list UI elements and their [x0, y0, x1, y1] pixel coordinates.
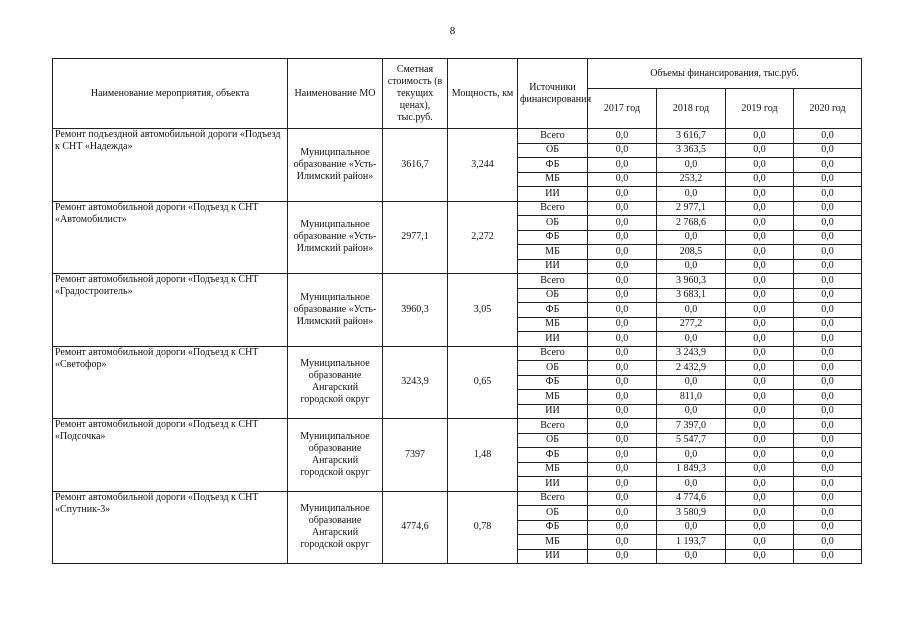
funding-value: 811,0	[657, 390, 726, 405]
funding-value: 0,0	[794, 158, 862, 173]
funding-value: 0,0	[657, 230, 726, 245]
funding-value: 2 977,1	[657, 201, 726, 216]
funding-value: 0,0	[588, 520, 657, 535]
funding-value: 0,0	[726, 129, 794, 144]
funding-value: 0,0	[794, 361, 862, 376]
header-sources: Источники финансирования	[518, 59, 588, 129]
funding-value: 0,0	[794, 303, 862, 318]
funding-source: Всего	[518, 129, 588, 144]
funding-value: 0,0	[794, 346, 862, 361]
funding-source: Всего	[518, 346, 588, 361]
header-funding: Объемы финансирования, тыс.руб.	[588, 59, 862, 89]
funding-source: ФБ	[518, 230, 588, 245]
estimated-cost: 3243,9	[383, 346, 448, 419]
funding-source: ИИ	[518, 259, 588, 274]
funding-value: 3 960,3	[657, 274, 726, 289]
funding-value: 3 363,5	[657, 143, 726, 158]
funding-value: 0,0	[726, 274, 794, 289]
funding-source: Всего	[518, 274, 588, 289]
funding-value: 0,0	[588, 535, 657, 550]
funding-value: 0,0	[588, 332, 657, 347]
funding-value: 3 616,7	[657, 129, 726, 144]
table-body	[53, 129, 862, 564]
table-row	[53, 129, 862, 144]
funding-value: 0,0	[726, 390, 794, 405]
object-name: Ремонт автомобильной дороги «Подъезд к СНТ «Автомобилист»	[53, 201, 288, 274]
funding-source: МБ	[518, 462, 588, 477]
funding-source: ИИ	[518, 404, 588, 419]
header-year: 2017 год	[588, 89, 657, 129]
funding-value: 0,0	[726, 448, 794, 463]
header-year: 2018 год	[657, 89, 726, 129]
funding-value: 0,0	[588, 477, 657, 492]
funding-value: 0,0	[794, 404, 862, 419]
road-length: 3,244	[448, 129, 518, 202]
funding-value: 5 547,7	[657, 433, 726, 448]
object-name: Ремонт автомобильной дороги «Подъезд к СНТ «Градостроитель»	[53, 274, 288, 347]
funding-value: 0,0	[588, 317, 657, 332]
funding-value: 0,0	[588, 158, 657, 173]
funding-value: 0,0	[794, 245, 862, 260]
funding-source: ФБ	[518, 375, 588, 390]
funding-value: 0,0	[588, 390, 657, 405]
financing-table	[52, 58, 862, 564]
funding-value: 3 243,9	[657, 346, 726, 361]
funding-value: 0,0	[726, 259, 794, 274]
funding-source: ОБ	[518, 506, 588, 521]
funding-value: 253,2	[657, 172, 726, 187]
funding-value: 0,0	[657, 332, 726, 347]
funding-value: 0,0	[588, 129, 657, 144]
funding-source: ОБ	[518, 216, 588, 231]
estimated-cost: 3960,3	[383, 274, 448, 347]
funding-value: 0,0	[726, 187, 794, 202]
funding-value: 0,0	[726, 245, 794, 260]
funding-value: 0,0	[726, 201, 794, 216]
funding-value: 0,0	[794, 230, 862, 245]
funding-value: 0,0	[726, 462, 794, 477]
funding-value: 0,0	[794, 549, 862, 564]
object-name: Ремонт подъездной автомобильной дороги «Подъезд к СНТ «Надежда»	[53, 129, 288, 202]
road-length: 0,65	[448, 346, 518, 419]
funding-value: 3 580,9	[657, 506, 726, 521]
funding-value: 0,0	[588, 404, 657, 419]
funding-value: 0,0	[588, 448, 657, 463]
funding-source: Всего	[518, 201, 588, 216]
funding-value: 3 683,1	[657, 288, 726, 303]
funding-value: 0,0	[726, 375, 794, 390]
funding-value: 0,0	[794, 535, 862, 550]
road-length: 3,05	[448, 274, 518, 347]
funding-value: 0,0	[588, 419, 657, 434]
header-object: Наименование мероприятия, объекта	[53, 59, 288, 129]
header-year: 2019 год	[726, 89, 794, 129]
header-cost: Сметная стоимость (в текущих ценах), тыс.руб.	[383, 59, 448, 129]
estimated-cost: 2977,1	[383, 201, 448, 274]
header-year: 2020 год	[794, 89, 862, 129]
funding-value: 0,0	[588, 303, 657, 318]
funding-value: 0,0	[726, 317, 794, 332]
funding-value: 0,0	[794, 129, 862, 144]
funding-source: Всего	[518, 491, 588, 506]
funding-source: МБ	[518, 245, 588, 260]
funding-value: 0,0	[794, 390, 862, 405]
object-name: Ремонт автомобильной дороги «Подъезд к СНТ «Подсочка»	[53, 419, 288, 492]
funding-value: 0,0	[726, 404, 794, 419]
funding-value: 0,0	[726, 346, 794, 361]
funding-value: 0,0	[794, 317, 862, 332]
funding-value: 0,0	[588, 361, 657, 376]
mo-name: Муниципальное образование «Усть-Илимский район»	[288, 274, 383, 347]
funding-value: 0,0	[588, 245, 657, 260]
table-row	[53, 419, 862, 434]
funding-value: 0,0	[794, 506, 862, 521]
funding-value: 1 193,7	[657, 535, 726, 550]
funding-source: ИИ	[518, 332, 588, 347]
funding-value: 0,0	[657, 158, 726, 173]
mo-name: Муниципальное образование Ангарский городской округ	[288, 346, 383, 419]
road-length: 1,48	[448, 419, 518, 492]
funding-source: ОБ	[518, 433, 588, 448]
estimated-cost: 7397	[383, 419, 448, 492]
mo-name: Муниципальное образование Ангарский городской округ	[288, 491, 383, 564]
funding-source: МБ	[518, 172, 588, 187]
page-number: 8	[449, 25, 456, 37]
funding-value: 0,0	[726, 288, 794, 303]
funding-value: 0,0	[657, 375, 726, 390]
mo-name: Муниципальное образование «Усть-Илимский район»	[288, 201, 383, 274]
funding-value: 0,0	[657, 187, 726, 202]
funding-value: 1 849,3	[657, 462, 726, 477]
funding-value: 7 397,0	[657, 419, 726, 434]
funding-value: 0,0	[657, 448, 726, 463]
funding-value: 2 768,6	[657, 216, 726, 231]
estimated-cost: 3616,7	[383, 129, 448, 202]
funding-source: ОБ	[518, 361, 588, 376]
funding-value: 0,0	[794, 462, 862, 477]
funding-value: 0,0	[726, 303, 794, 318]
funding-value: 0,0	[726, 433, 794, 448]
funding-value: 0,0	[794, 216, 862, 231]
funding-source: ФБ	[518, 158, 588, 173]
funding-value: 0,0	[726, 230, 794, 245]
funding-value: 0,0	[794, 332, 862, 347]
funding-value: 0,0	[588, 230, 657, 245]
funding-source: ИИ	[518, 477, 588, 492]
funding-value: 0,0	[657, 303, 726, 318]
funding-value: 0,0	[588, 491, 657, 506]
object-name: Ремонт автомобильной дороги «Подъезд к СНТ «Светофор»	[53, 346, 288, 419]
funding-value: 0,0	[726, 549, 794, 564]
funding-value: 208,5	[657, 245, 726, 260]
funding-source: МБ	[518, 535, 588, 550]
funding-value: 0,0	[794, 520, 862, 535]
funding-value: 0,0	[588, 216, 657, 231]
funding-value: 0,0	[657, 549, 726, 564]
funding-value: 0,0	[588, 172, 657, 187]
table-row	[53, 201, 862, 216]
funding-value: 0,0	[588, 346, 657, 361]
funding-value: 0,0	[794, 448, 862, 463]
funding-value: 0,0	[588, 433, 657, 448]
funding-value: 0,0	[657, 404, 726, 419]
funding-value: 0,0	[794, 375, 862, 390]
funding-value: 0,0	[726, 477, 794, 492]
road-length: 0,78	[448, 491, 518, 564]
funding-value: 0,0	[588, 375, 657, 390]
funding-value: 0,0	[588, 506, 657, 521]
funding-value: 0,0	[794, 172, 862, 187]
funding-value: 0,0	[726, 535, 794, 550]
table-row	[53, 274, 862, 289]
funding-value: 0,0	[726, 172, 794, 187]
funding-value: 0,0	[726, 143, 794, 158]
funding-source: ФБ	[518, 520, 588, 535]
funding-source: ИИ	[518, 187, 588, 202]
funding-value: 0,0	[588, 462, 657, 477]
funding-source: ОБ	[518, 143, 588, 158]
funding-value: 0,0	[726, 506, 794, 521]
funding-value: 0,0	[794, 419, 862, 434]
funding-value: 2 432,9	[657, 361, 726, 376]
funding-value: 0,0	[588, 259, 657, 274]
funding-value: 0,0	[588, 187, 657, 202]
funding-value: 0,0	[794, 259, 862, 274]
funding-source: ОБ	[518, 288, 588, 303]
funding-value: 0,0	[588, 288, 657, 303]
funding-source: Всего	[518, 419, 588, 434]
table-row	[53, 346, 862, 361]
estimated-cost: 4774,6	[383, 491, 448, 564]
funding-value: 0,0	[794, 491, 862, 506]
funding-value: 0,0	[794, 201, 862, 216]
funding-value: 0,0	[726, 491, 794, 506]
funding-value: 0,0	[794, 274, 862, 289]
mo-name: Муниципальное образование Ангарский городской округ	[288, 419, 383, 492]
funding-source: ИИ	[518, 549, 588, 564]
funding-value: 277,2	[657, 317, 726, 332]
funding-value: 0,0	[588, 201, 657, 216]
table-row	[53, 491, 862, 506]
funding-source: ФБ	[518, 448, 588, 463]
road-length: 2,272	[448, 201, 518, 274]
funding-value: 0,0	[794, 288, 862, 303]
funding-value: 0,0	[794, 187, 862, 202]
funding-value: 0,0	[794, 143, 862, 158]
funding-value: 0,0	[794, 433, 862, 448]
funding-source: МБ	[518, 317, 588, 332]
funding-value: 0,0	[794, 477, 862, 492]
funding-value: 0,0	[588, 143, 657, 158]
funding-value: 0,0	[657, 259, 726, 274]
header-power: Мощность, км	[448, 59, 518, 129]
funding-value: 0,0	[588, 549, 657, 564]
funding-value: 0,0	[657, 477, 726, 492]
funding-value: 0,0	[588, 274, 657, 289]
funding-value: 0,0	[726, 332, 794, 347]
funding-value: 0,0	[657, 520, 726, 535]
funding-value: 0,0	[726, 419, 794, 434]
funding-value: 4 774,6	[657, 491, 726, 506]
header-mo: Наименование МО	[288, 59, 383, 129]
mo-name: Муниципальное образование «Усть-Илимский район»	[288, 129, 383, 202]
funding-value: 0,0	[726, 216, 794, 231]
funding-value: 0,0	[726, 520, 794, 535]
object-name: Ремонт автомобильной дороги «Подъезд к СНТ «Спутник-3»	[53, 491, 288, 564]
funding-value: 0,0	[726, 158, 794, 173]
funding-source: ФБ	[518, 303, 588, 318]
funding-value: 0,0	[726, 361, 794, 376]
funding-source: МБ	[518, 390, 588, 405]
